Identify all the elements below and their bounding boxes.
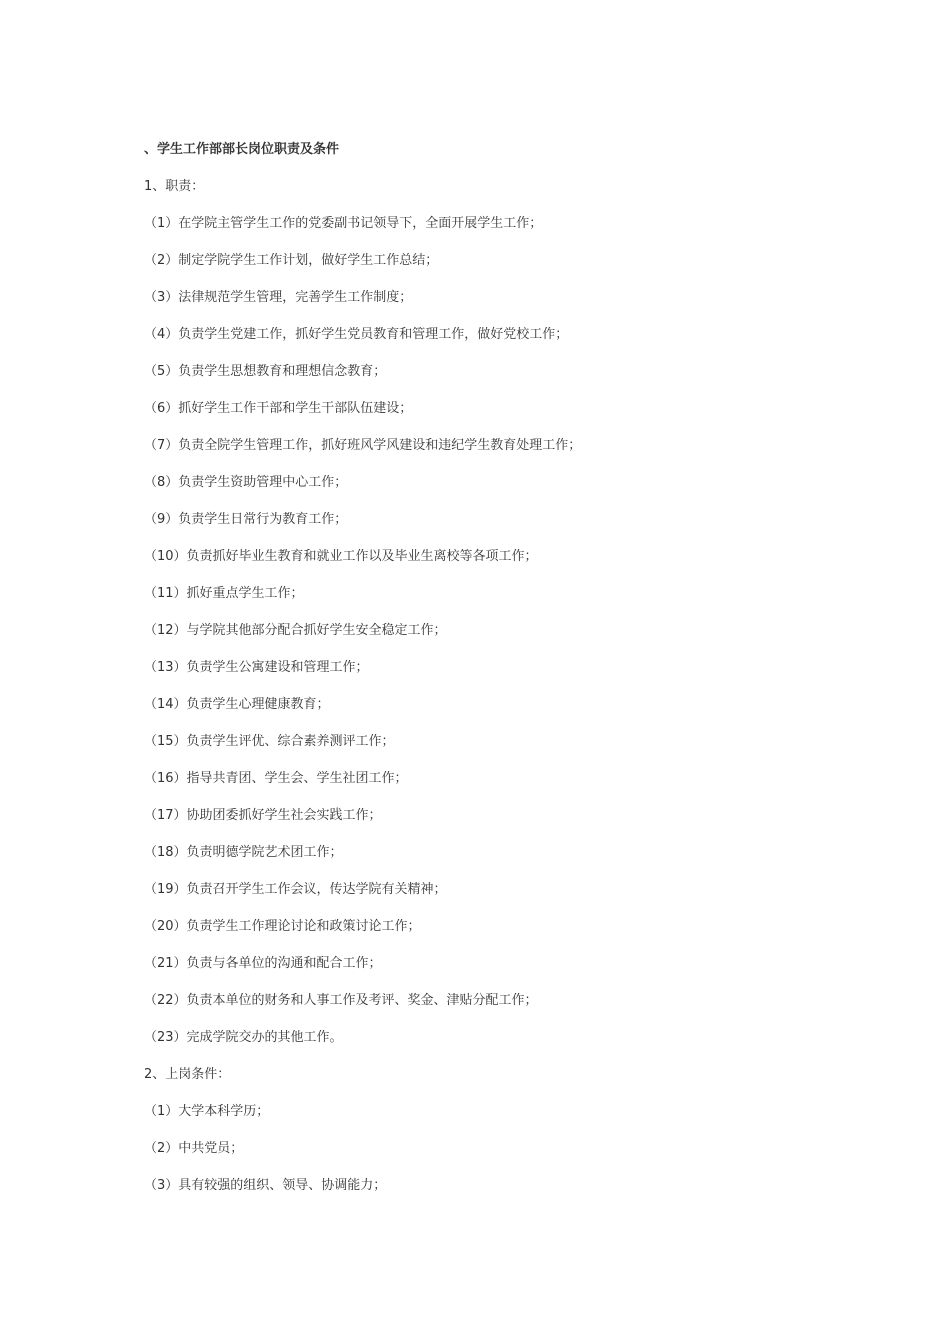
duty-item: （2）制定学院学生工作计划，做好学生工作总结； [144,253,439,268]
duty-item: （18）负责明德学院艺术团工作； [144,845,343,860]
duty-item: （16）指导共青团、学生会、学生社团工作； [144,771,408,786]
duty-item: （21）负责与各单位的沟通和配合工作； [144,956,382,971]
section-heading-conditions: 2、上岗条件： [144,1067,231,1082]
duty-item: （8）负责学生资助管理中心工作； [144,475,348,490]
condition-item: （3）具有较强的组织、领导、协调能力； [144,1178,387,1193]
duty-item: （10）负责抓好毕业生教育和就业工作以及毕业生离校等各项工作； [144,549,538,564]
duty-item: （20）负责学生工作理论讨论和政策讨论工作； [144,919,421,934]
section-heading-duties: 1、职责： [144,179,205,194]
condition-item: （1）大学本科学历； [144,1104,270,1119]
duty-item: （17）协助团委抓好学生社会实践工作； [144,808,382,823]
duty-item: （1）在学院主管学生工作的党委副书记领导下，全面开展学生工作； [144,216,543,231]
duty-item: （11）抓好重点学生工作； [144,586,304,601]
duty-item: （15）负责学生评优、综合素养测评工作； [144,734,395,749]
duty-item: （6）抓好学生工作干部和学生干部队伍建设； [144,401,413,416]
duty-item: （13）负责学生公寓建设和管理工作； [144,660,369,675]
duty-item: （4）负责学生党建工作，抓好学生党员教育和管理工作，做好党校工作； [144,327,569,342]
duty-item: （19）负责召开学生工作会议，传达学院有关精神； [144,882,447,897]
condition-item: （2）中共党员； [144,1141,244,1156]
duty-item: （3）法律规范学生管理，完善学生工作制度； [144,290,413,305]
duty-item: （12）与学院其他部分配合抓好学生安全稳定工作； [144,623,447,638]
duty-item: （23）完成学院交办的其他工作。 [144,1030,343,1045]
document-body [144,140,844,1213]
duty-item: （14）负责学生心理健康教育； [144,697,330,712]
duty-item: （5）负责学生思想教育和理想信念教育； [144,364,387,379]
duty-item: （22）负责本单位的财务和人事工作及考评、奖金、津贴分配工作； [144,993,538,1008]
document-title: 、学生工作部部长岗位职责及条件 [144,142,340,157]
duty-item: （9）负责学生日常行为教育工作； [144,512,348,527]
duty-item: （7）负责全院学生管理工作，抓好班风学风建设和违纪学生教育处理工作； [144,438,582,453]
